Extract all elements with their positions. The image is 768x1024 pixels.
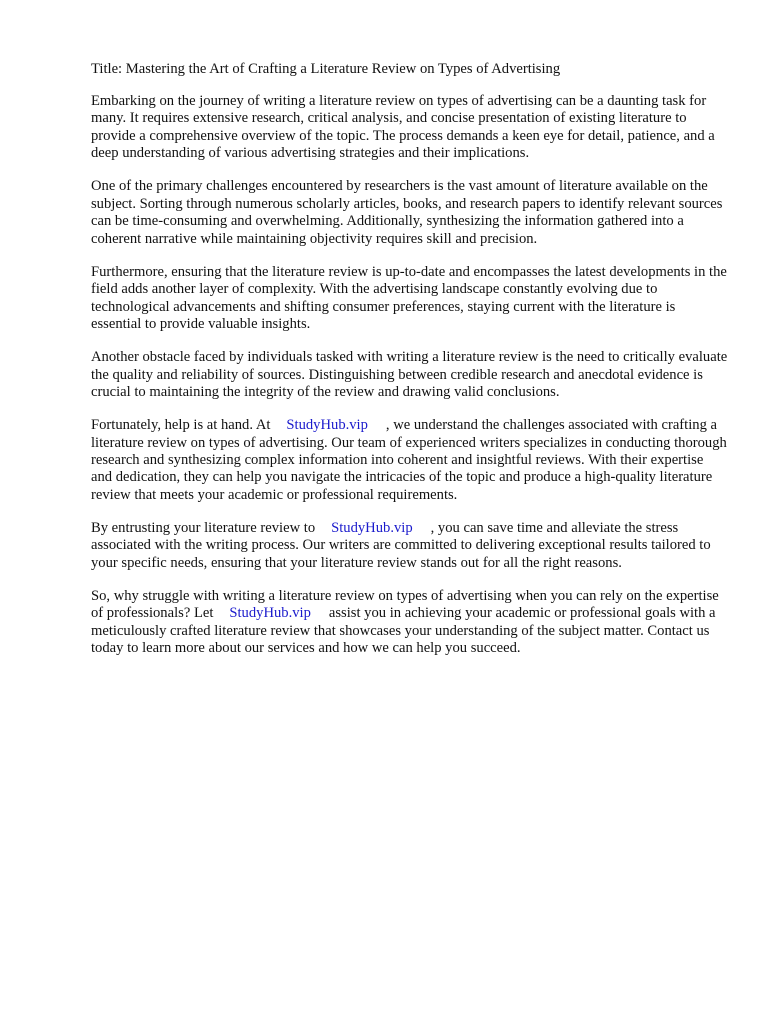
paragraph-challenges: One of the primary challenges encountered by researchers is the vast amount of literature available on the subject. Sorting through numerous scholarly articles, books, and research papers to identify relevant sources can be time-consuming and overwhelming. Additionally, synthesizing the information gathered into a coherent narrative while maintaining objectivity requires skill and precision. (91, 178, 723, 247)
paragraph-help (91, 417, 728, 504)
paragraph-help-lead: Fortunately, help is at hand. At (91, 417, 271, 434)
document-title: Title: Mastering the Art of Crafting a Literature Review on Types of Advertising (91, 61, 561, 77)
paragraph-entrusting (91, 520, 728, 572)
paragraph-help-rest: , we understand the challenges associated with crafting a literature review on types of advertising. Our team of experienced writers specializes in conducting thorough research and synthesizing complex information into coherent and insightful reviews. With their expertise and dedication, they can help you navigate the intricacies of the topic and produce a high-quality literature review that meets your academic or professional requirements. (91, 417, 727, 503)
studyhub-link[interactable]: StudyHub.vip (331, 520, 413, 537)
paragraph-obstacle: Another obstacle faced by individuals tasked with writing a literature review is the need to critically evaluate the quality and reliability of sources. Distinguishing between credible research and anecdotal evidence is crucial to maintaining the integrity of the review and drawing valid conclusions. (91, 349, 728, 400)
paragraph-intro: Embarking on the journey of writing a literature review on types of advertising can be a daunting task for many. It requires extensive research, critical analysis, and concise presentation of existing literature to provide a comprehensive overview of the topic. The process demands a keen eye for detail, patience, and a deep understanding of various advertising strategies and their implications. (91, 92, 715, 162)
paragraph-entrusting-lead: By entrusting your literature review to (91, 520, 316, 537)
paragraph-entrusting-rest: , you can save time and alleviate the stress associated with the writing process. Our writers are committed to delivering exceptional results tailored to your specific needs, ensuring that your literature review stands out for all the right reasons. (91, 520, 711, 571)
studyhub-link[interactable]: StudyHub.vip (286, 417, 368, 434)
studyhub-link[interactable]: StudyHub.vip (229, 605, 311, 622)
paragraph-conclusion-rest: assist you in achieving your academic or professional goals with a meticulously crafted literature review that showcases your understanding of the subject matter. Contact us today to learn more about our services and how we can help you succeed. (91, 605, 716, 657)
paragraph-up-to-date: Furthermore, ensuring that the literature review is up-to-date and encompasses the latest developments in the field adds another layer of complexity. With the advertising landscape constantly evolving due to technological advancements and shifting consumer preferences, staying current with the literature is essential to provide valuable insights. (91, 263, 727, 332)
paragraph-conclusion (91, 588, 728, 658)
paragraph-conclusion-lead: So, why struggle with writing a literature review on types of advertising when you can rely on the expertise of professionals? Let (91, 588, 719, 622)
